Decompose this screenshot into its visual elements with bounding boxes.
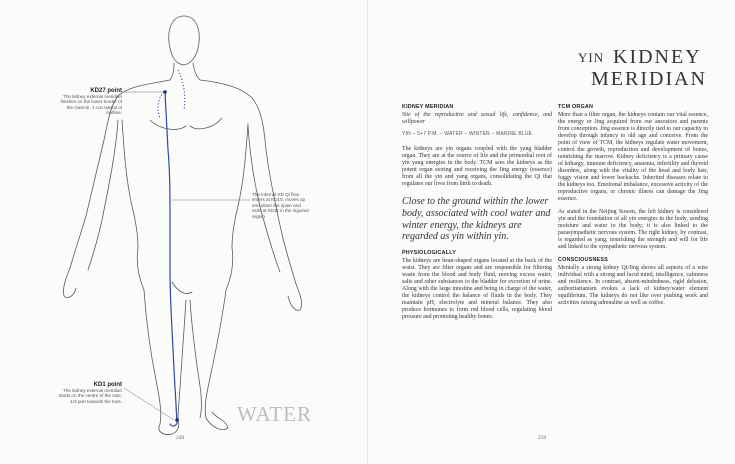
paragraph-neijing: As stated in the Neijing Suwen, the left kidney is considered yin and the foundation of all yin energies in the body, sending moisture and water to the body; it is also linked to the parasympathetic nervous system. The right kidney, by contrast, is regarded as yang, nourishing the strength and will for life and linked to the sympathetic nervous system. bbox=[558, 209, 708, 250]
internal-flow-annotation: The internal KD Qi flow enters at KD10, moves up and down the spine and exits at KD11 in the inguinal region. bbox=[252, 192, 309, 219]
pull-quote: Close to the ground within the lower body, associated with cool water and winter energy, the kidneys are regarded as yin within yin. bbox=[402, 196, 551, 243]
element-label: WATER bbox=[237, 402, 312, 426]
gutter-divider bbox=[367, 0, 368, 464]
body-figure bbox=[0, 0, 367, 464]
section-heading-consciousness: CONSCIOUSNESS bbox=[558, 257, 608, 263]
paragraph-tcm-organ: More than a filter organ, the kidneys contain our vital essence, the energy or Jing acquired from our ancestors and parents from conception. Jing essence is directly tied to our capacity to develop through infancy to old age and conceive. From the point of view of TCM, the kidneys regulate water movement, control the growth, reproduction and development of bones, nourishing the marrow. Kidney deficiency is a primary cause of lethargy, immune deficiency, anaemia, infertility and thyroid disorders, along with the vitality of the head and body hair, foggy vision and lower backache. Inherited diseases relate to the kidneys too. Emotional imbalance, excessive activity of the reproductive organs, or chronic illness can damage the Jing essence. bbox=[558, 112, 708, 202]
text-column-left bbox=[402, 104, 552, 327]
kd1-annotation bbox=[58, 382, 122, 404]
kd27-annotation bbox=[58, 88, 122, 116]
paragraph-physiology: The kidneys are bean-shaped organs located at the back of the waist. They are filter organs and are responsible for filtering waste from the blood and body fluid, moving excess water, salts and other substances to the bladder for excretion of urine. Along with the large intestine and being in charge of the water, the kidneys control the balance of fluids in the body. They maintain pH, electrolyte and mineral balance. They also produce hormones to form red blood cells, regulating blood pressure and promoting healthy bones. bbox=[402, 258, 552, 321]
meridian-attributes: YIN – 5+7 P.M. – WATER – WINTER – MARINE BLUE bbox=[402, 131, 533, 137]
annotation-leaders bbox=[124, 92, 250, 420]
page-number-right: 250 bbox=[538, 435, 547, 441]
paragraph-intro: The kidneys are yin organs coupled with the yang bladder organ. They are at the source of life and the primordial root of yin yang energies in the body. TCM sees the kidneys as the potent organ storing and receiving the Jing energy (essence) from all the yin and yang organs, consolidating the Qi that regulates our lives from birth to death. bbox=[402, 146, 552, 187]
kidney-meridian-line bbox=[165, 92, 177, 426]
section-subtitle: Site of the reproductive and sexual life, confidence, and willpower bbox=[402, 112, 552, 125]
text-column-right bbox=[558, 104, 708, 313]
kd27-point-marker bbox=[163, 90, 167, 94]
title-prefix: YIN bbox=[578, 50, 605, 65]
kd1-description: The kidney external meridian starts on the centre of the sole, 1/3 part towards the toes. bbox=[58, 388, 122, 404]
section-heading-physiologically: PHYSIOLOGICALLY bbox=[402, 250, 457, 257]
title-line-2: MERIDIAN bbox=[591, 68, 707, 90]
section-heading-tcm-organ: TCM ORGAN bbox=[558, 104, 594, 110]
paragraph-consciousness: Mentally a strong kidney Qi/Jing shows all aspects of a wise individual with a strong and lucid mind, intelligence, calmness and resilience. In contrast, absent-mindedness, rigid delusion, authoritarianism evokes a lack of kidney/water element equilibrium. The kidneys do not like over pushing work and activities raising adrenaline as well as coffee. bbox=[558, 265, 708, 306]
kd1-point-marker bbox=[175, 418, 179, 422]
kd27-title: KD27 point bbox=[90, 88, 122, 94]
left-page bbox=[0, 0, 367, 464]
title-line-1: KIDNEY bbox=[613, 46, 702, 68]
kd27-description: The kidney external meridian finishes on the lower border of the clavicle, 1 cun lateral of midline. bbox=[60, 94, 122, 116]
body-outline bbox=[63, 16, 301, 435]
page-number-left: 249 bbox=[176, 435, 185, 441]
kd1-title: KD1 point bbox=[93, 382, 122, 388]
section-heading-kidney-meridian: KIDNEY MERIDIAN bbox=[402, 104, 454, 110]
